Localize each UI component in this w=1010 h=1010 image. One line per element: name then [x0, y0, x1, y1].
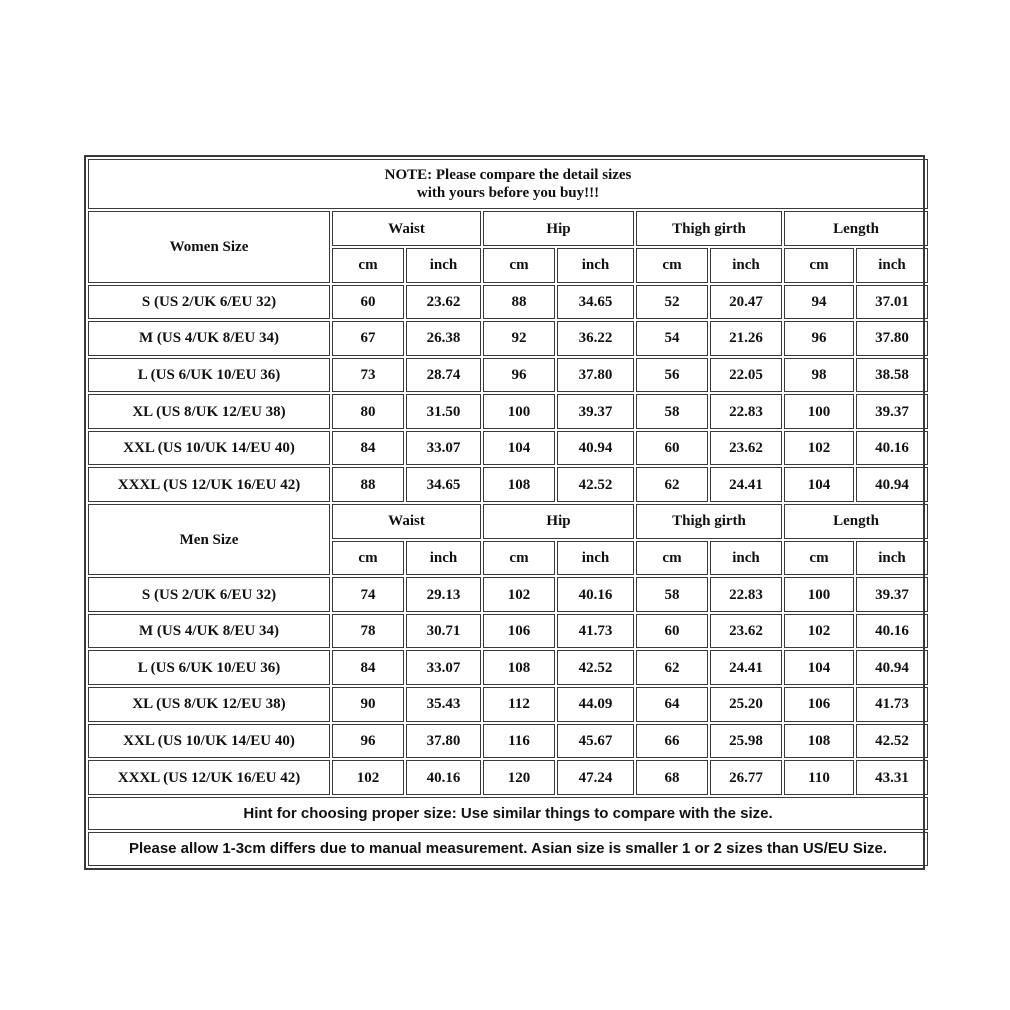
hip-inch-cell: 44.09 [557, 687, 634, 722]
waist-cm-cell: 90 [332, 687, 404, 722]
hip-inch-cell: 47.24 [557, 760, 634, 795]
length-cm-cell: 94 [784, 285, 854, 320]
size-label: XL (US 8/UK 12/EU 38) [88, 394, 330, 429]
waist-cm-cell: 84 [332, 650, 404, 685]
length-cm-cell: 102 [784, 614, 854, 649]
size-label: M (US 4/UK 8/EU 34) [88, 614, 330, 649]
size-label: L (US 6/UK 10/EU 36) [88, 358, 330, 393]
length-inch-cell: 40.94 [856, 467, 928, 502]
women-hip-inch-header: inch [557, 248, 634, 283]
hip-cm-cell: 100 [483, 394, 555, 429]
table-row [88, 687, 928, 722]
hip-cm-cell: 96 [483, 358, 555, 393]
table-row [88, 431, 928, 466]
waist-inch-cell: 33.07 [406, 431, 481, 466]
hip-cm-cell: 108 [483, 650, 555, 685]
table-row [88, 724, 928, 759]
waist-inch-cell: 26.38 [406, 321, 481, 356]
thigh-girth-cm-cell: 60 [636, 614, 708, 649]
waist-inch-cell: 40.16 [406, 760, 481, 795]
women-waist-cm-header: cm [332, 248, 404, 283]
table-row [88, 577, 928, 612]
size-label: M (US 4/UK 8/EU 34) [88, 321, 330, 356]
length-inch-cell: 40.94 [856, 650, 928, 685]
waist-inch-cell: 30.71 [406, 614, 481, 649]
women-header-length: Length [784, 211, 928, 246]
men-header-length: Length [784, 504, 928, 539]
thigh-girth-inch-cell: 22.83 [710, 394, 782, 429]
men-waist-inch-header: inch [406, 541, 481, 576]
hip-inch-cell: 36.22 [557, 321, 634, 356]
women-length-cm-header: cm [784, 248, 854, 283]
thigh-girth-cm-cell: 64 [636, 687, 708, 722]
hip-inch-cell: 41.73 [557, 614, 634, 649]
men-group-header-row [88, 504, 928, 539]
hip-cm-cell: 92 [483, 321, 555, 356]
length-inch-cell: 39.37 [856, 577, 928, 612]
thigh-girth-inch-cell: 23.62 [710, 614, 782, 649]
men-size-title: Men Size [88, 504, 330, 575]
allowance-cell: Please allow 1-3cm differs due to manual measurement. Asian size is smaller 1 or 2 sizes than US/EU Size. [88, 832, 928, 866]
women-thigh-girth-inch-header: inch [710, 248, 782, 283]
thigh-girth-cm-cell: 58 [636, 394, 708, 429]
thigh-girth-cm-cell: 62 [636, 650, 708, 685]
men-header-hip: Hip [483, 504, 634, 539]
hip-inch-cell: 42.52 [557, 467, 634, 502]
women-header-thigh-girth: Thigh girth [636, 211, 782, 246]
waist-inch-cell: 35.43 [406, 687, 481, 722]
size-label: XXL (US 10/UK 14/EU 40) [88, 724, 330, 759]
size-label: XXL (US 10/UK 14/EU 40) [88, 431, 330, 466]
length-inch-cell: 38.58 [856, 358, 928, 393]
thigh-girth-inch-cell: 25.20 [710, 687, 782, 722]
hip-cm-cell: 108 [483, 467, 555, 502]
waist-cm-cell: 80 [332, 394, 404, 429]
length-cm-cell: 104 [784, 467, 854, 502]
waist-cm-cell: 96 [332, 724, 404, 759]
length-inch-cell: 39.37 [856, 394, 928, 429]
size-label: S (US 2/UK 6/EU 32) [88, 577, 330, 612]
thigh-girth-inch-cell: 25.98 [710, 724, 782, 759]
table-row [88, 321, 928, 356]
size-label: L (US 6/UK 10/EU 36) [88, 650, 330, 685]
waist-inch-cell: 37.80 [406, 724, 481, 759]
hip-cm-cell: 112 [483, 687, 555, 722]
note-cell [88, 159, 928, 209]
length-cm-cell: 96 [784, 321, 854, 356]
thigh-girth-inch-cell: 21.26 [710, 321, 782, 356]
thigh-girth-cm-cell: 60 [636, 431, 708, 466]
size-chart [84, 155, 925, 870]
thigh-girth-inch-cell: 22.83 [710, 577, 782, 612]
men-hip-cm-header: cm [483, 541, 555, 576]
hip-inch-cell: 40.16 [557, 577, 634, 612]
men-thigh-girth-cm-header: cm [636, 541, 708, 576]
length-cm-cell: 100 [784, 394, 854, 429]
hip-cm-cell: 102 [483, 577, 555, 612]
table-row [88, 467, 928, 502]
note-line-2: with yours before you buy!!! [416, 185, 600, 202]
size-label: XXXL (US 12/UK 16/EU 42) [88, 467, 330, 502]
men-hip-inch-header: inch [557, 541, 634, 576]
length-inch-cell: 41.73 [856, 687, 928, 722]
allowance-row [88, 832, 928, 866]
hip-inch-cell: 42.52 [557, 650, 634, 685]
hip-cm-cell: 120 [483, 760, 555, 795]
waist-cm-cell: 102 [332, 760, 404, 795]
men-length-inch-header: inch [856, 541, 928, 576]
table-row [88, 614, 928, 649]
thigh-girth-cm-cell: 62 [636, 467, 708, 502]
thigh-girth-cm-cell: 52 [636, 285, 708, 320]
thigh-girth-cm-cell: 56 [636, 358, 708, 393]
waist-cm-cell: 73 [332, 358, 404, 393]
men-waist-cm-header: cm [332, 541, 404, 576]
thigh-girth-inch-cell: 20.47 [710, 285, 782, 320]
length-inch-cell: 40.16 [856, 614, 928, 649]
waist-cm-cell: 84 [332, 431, 404, 466]
table-row [88, 358, 928, 393]
waist-inch-cell: 28.74 [406, 358, 481, 393]
hip-inch-cell: 34.65 [557, 285, 634, 320]
thigh-girth-cm-cell: 66 [636, 724, 708, 759]
waist-cm-cell: 60 [332, 285, 404, 320]
women-hip-cm-header: cm [483, 248, 555, 283]
women-waist-inch-header: inch [406, 248, 481, 283]
thigh-girth-inch-cell: 26.77 [710, 760, 782, 795]
size-label: XXXL (US 12/UK 16/EU 42) [88, 760, 330, 795]
waist-inch-cell: 29.13 [406, 577, 481, 612]
hip-inch-cell: 39.37 [557, 394, 634, 429]
length-cm-cell: 110 [784, 760, 854, 795]
hint-cell: Hint for choosing proper size: Use similar things to compare with the size. [88, 797, 928, 831]
thigh-girth-cm-cell: 68 [636, 760, 708, 795]
size-label: XL (US 8/UK 12/EU 38) [88, 687, 330, 722]
waist-cm-cell: 74 [332, 577, 404, 612]
thigh-girth-inch-cell: 23.62 [710, 431, 782, 466]
length-inch-cell: 43.31 [856, 760, 928, 795]
hip-cm-cell: 106 [483, 614, 555, 649]
waist-cm-cell: 88 [332, 467, 404, 502]
table-row [88, 394, 928, 429]
length-cm-cell: 108 [784, 724, 854, 759]
waist-inch-cell: 31.50 [406, 394, 481, 429]
hip-inch-cell: 40.94 [557, 431, 634, 466]
hip-cm-cell: 88 [483, 285, 555, 320]
women-group-header-row [88, 211, 928, 246]
length-cm-cell: 98 [784, 358, 854, 393]
thigh-girth-cm-cell: 58 [636, 577, 708, 612]
hip-inch-cell: 45.67 [557, 724, 634, 759]
waist-inch-cell: 33.07 [406, 650, 481, 685]
length-inch-cell: 37.80 [856, 321, 928, 356]
hip-inch-cell: 37.80 [557, 358, 634, 393]
thigh-girth-inch-cell: 24.41 [710, 650, 782, 685]
waist-cm-cell: 78 [332, 614, 404, 649]
size-table [86, 157, 930, 868]
thigh-girth-inch-cell: 24.41 [710, 467, 782, 502]
women-thigh-girth-cm-header: cm [636, 248, 708, 283]
note-line-1: NOTE: Please compare the detail sizes [384, 167, 632, 184]
hint-row [88, 797, 928, 831]
men-header-thigh-girth: Thigh girth [636, 504, 782, 539]
women-length-inch-header: inch [856, 248, 928, 283]
size-label: S (US 2/UK 6/EU 32) [88, 285, 330, 320]
length-cm-cell: 100 [784, 577, 854, 612]
waist-inch-cell: 23.62 [406, 285, 481, 320]
hip-cm-cell: 104 [483, 431, 555, 466]
table-row [88, 285, 928, 320]
men-thigh-girth-inch-header: inch [710, 541, 782, 576]
thigh-girth-cm-cell: 54 [636, 321, 708, 356]
note-row [88, 159, 928, 209]
length-inch-cell: 40.16 [856, 431, 928, 466]
women-size-title: Women Size [88, 211, 330, 282]
length-inch-cell: 37.01 [856, 285, 928, 320]
men-header-waist: Waist [332, 504, 481, 539]
women-header-hip: Hip [483, 211, 634, 246]
length-inch-cell: 42.52 [856, 724, 928, 759]
length-cm-cell: 106 [784, 687, 854, 722]
length-cm-cell: 104 [784, 650, 854, 685]
waist-cm-cell: 67 [332, 321, 404, 356]
hip-cm-cell: 116 [483, 724, 555, 759]
waist-inch-cell: 34.65 [406, 467, 481, 502]
length-cm-cell: 102 [784, 431, 854, 466]
women-header-waist: Waist [332, 211, 481, 246]
table-row [88, 650, 928, 685]
table-row [88, 760, 928, 795]
men-length-cm-header: cm [784, 541, 854, 576]
thigh-girth-inch-cell: 22.05 [710, 358, 782, 393]
